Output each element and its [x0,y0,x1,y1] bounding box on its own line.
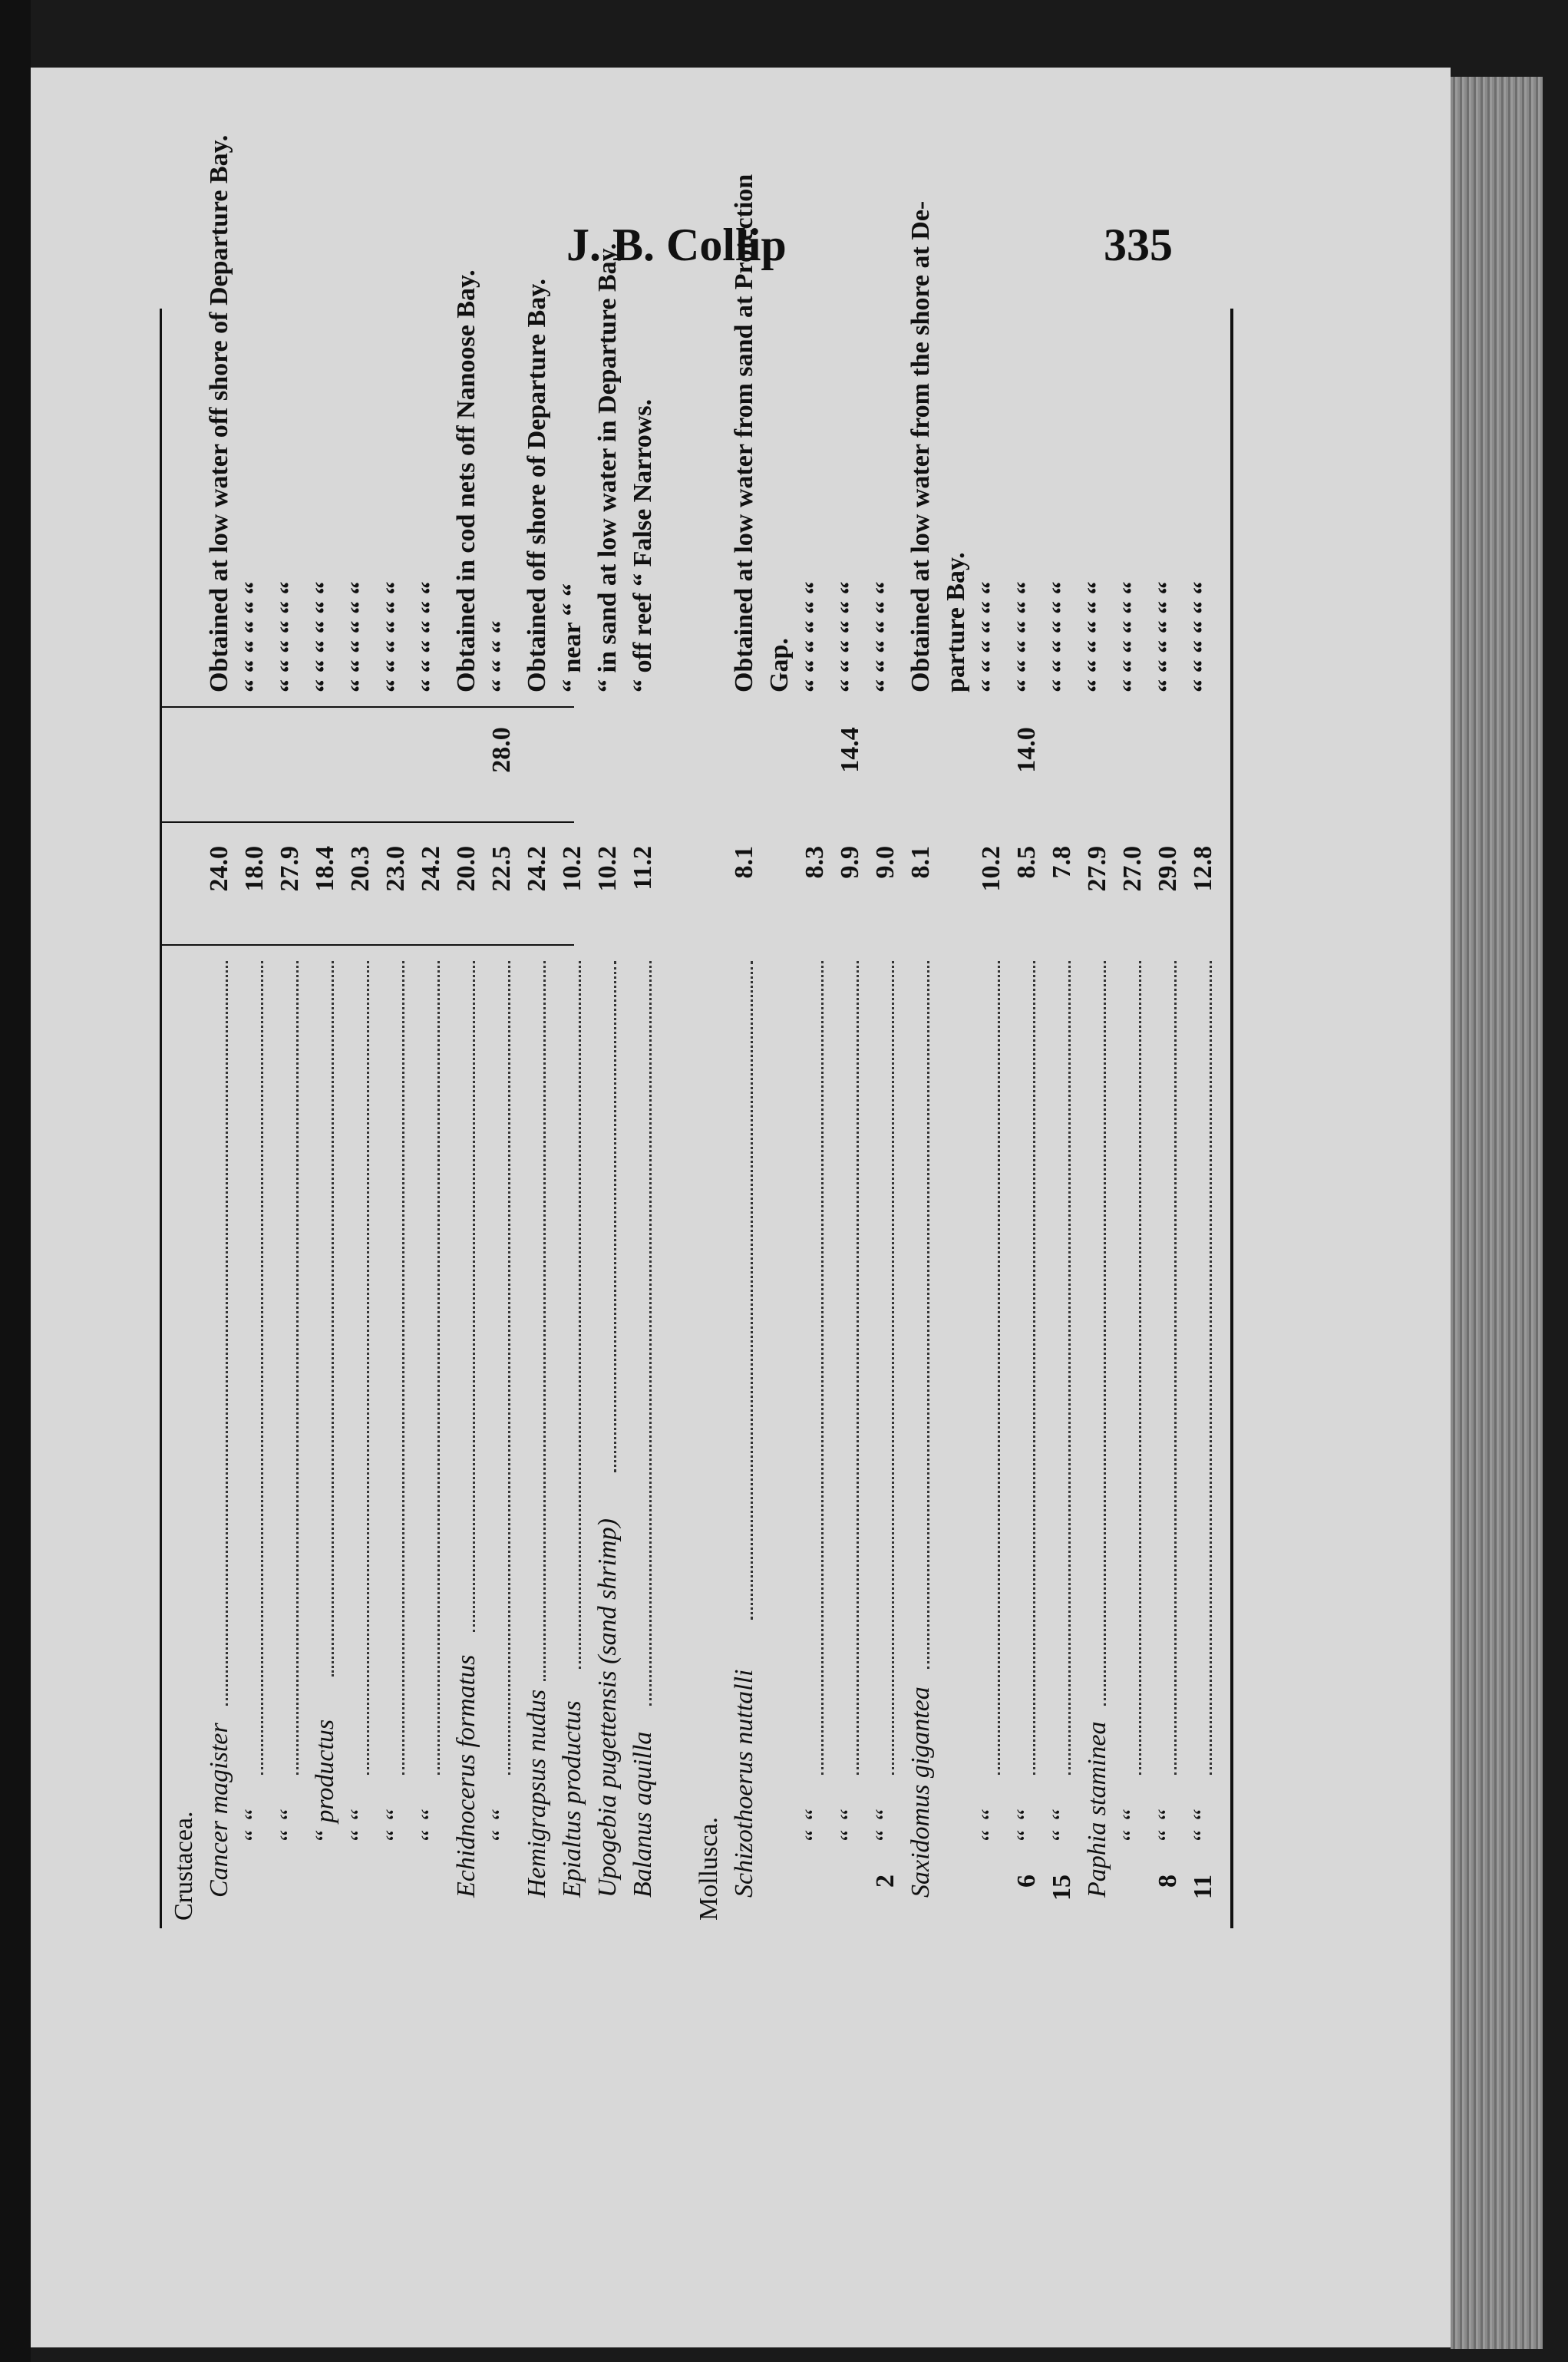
value-cell: 29.0 [1154,846,1182,892]
value-cell: 10.2 [593,846,622,892]
remark-cell: Obtained at low water off shore of Departure Bay. [205,134,233,692]
leader-dots [1104,961,1106,1706]
remark-cell: “ in sand at low water in Departure Bay. [593,243,622,692]
species-name: “ “ [346,1808,375,1844]
species-name: “ “ [240,1808,269,1844]
page-edge [1451,77,1543,2349]
species-name: “ “ [801,1808,829,1844]
leader-dots [437,961,440,1775]
species-name: “ “ [487,1808,516,1844]
remark-cell: “ “ “ “ “ “ [871,581,900,692]
column-rule-1 [160,944,574,946]
leader-dots [1033,961,1035,1775]
leader-dots [261,961,263,1775]
remark-cell: “ off reef “ False Narrows. [629,398,657,692]
page-number: 335 [1104,220,1173,270]
leader-dots [1174,961,1177,1775]
leader-dots [579,961,581,1669]
value-cell: 8.3 [801,846,829,879]
species-name: Cancer magister [205,1723,233,1898]
value-cell: 9.0 [871,846,900,879]
species-name: “ “ [836,1808,864,1844]
species-name: “ “ [871,1808,900,1844]
value-cell: 24.0 [205,846,233,892]
species-name: Hemigrapsus nudus [523,1689,551,1898]
remark-cell: “ “ “ “ “ “ [1048,581,1076,692]
remark-cell: “ “ “ “ “ “ [346,581,375,692]
species-name: Saxidomus gigantea [906,1686,935,1898]
value-cell: 18.0 [240,846,269,892]
leader-dots [927,961,929,1669]
remark-cell: “ “ “ “ [487,620,516,692]
leader-dots [332,961,334,1677]
remark-cell: “ “ “ “ “ “ [836,581,864,692]
remark-cell: “ “ “ “ “ “ [1118,581,1147,692]
species-name: Paphia staminea [1083,1721,1111,1898]
species-name: “ “ [1048,1808,1076,1844]
value-cell: 10.2 [558,846,586,892]
remark-cell: Obtained off shore of Departure Bay. [523,279,551,692]
value-cell: 7.8 [1048,846,1076,879]
remark-cell: “ “ “ “ “ “ [417,581,445,692]
value-cell: 22.5 [487,846,516,892]
table-top-rule [160,309,162,1928]
value-cell: 27.9 [1083,846,1111,892]
remark-cell: “ “ “ “ “ “ [801,581,829,692]
value-cell: 23.0 [381,846,410,892]
column-rule-2 [160,821,574,823]
remark-cell: “ “ “ “ “ “ [1189,581,1217,692]
remark-cell: “ “ “ “ “ “ [381,581,410,692]
remark-cell: parture Bay. [942,552,970,692]
average-cell: 14.4 [836,727,864,773]
remark-cell: “ near “ “ [558,583,586,692]
value-cell: 27.0 [1118,846,1147,892]
value-cell: 20.0 [452,846,480,892]
value-cell: 10.2 [977,846,1005,892]
remark-cell: “ “ “ “ “ “ [1083,581,1111,692]
remark-cell: “ “ “ “ “ “ [1154,581,1182,692]
species-name: “ “ [1154,1808,1182,1844]
species-name: “ “ [417,1808,445,1844]
row-number: 8 [1154,1875,1182,1888]
species-name: “ “ [381,1808,410,1844]
leader-dots [367,961,369,1775]
species-name: Upogebia pugettensis (sand shrimp) [593,1518,622,1898]
leader-dots [402,961,404,1775]
remark-cell: “ “ “ “ “ “ [1012,581,1041,692]
leader-dots [998,961,1000,1775]
remark-cell: “ “ “ “ “ “ [977,581,1005,692]
remark-cell: Gap. [765,638,794,692]
leader-dots [892,961,894,1775]
species-name: “ “ [977,1808,1005,1844]
leader-dots [473,961,475,1632]
leader-dots [821,961,824,1775]
average-cell: 14.0 [1012,727,1041,773]
leader-dots [751,961,753,1620]
scan-left-border [0,0,31,2362]
leader-dots [857,961,859,1775]
running-head-author: J. B. Collip [566,220,787,270]
species-name: “ “ [1118,1808,1147,1844]
value-cell: 24.2 [417,846,445,892]
remark-cell: “ “ “ “ “ “ [276,581,304,692]
leader-dots [226,961,228,1706]
remark-cell: “ “ “ “ “ “ [311,581,339,692]
value-cell: 12.8 [1189,846,1217,892]
leader-dots [614,961,616,1472]
leader-dots [1139,961,1141,1775]
value-cell: 24.2 [523,846,551,892]
remark-cell: Obtained in cod nets off Nanoose Bay. [452,269,480,692]
row-number: 15 [1048,1875,1076,1901]
remark-cell: Obtained at low water from sand at Protection [730,173,758,692]
leader-dots [649,961,652,1706]
value-cell: 8.5 [1012,846,1041,879]
leader-dots [508,961,510,1775]
section-title: Mollusca. [695,1816,723,1921]
average-cell: 28.0 [487,727,516,773]
remark-cell: Obtained at low water from the shore at De- [906,200,935,692]
value-cell: 27.9 [276,846,304,892]
value-cell: 11.2 [629,846,657,890]
row-number: 2 [871,1875,900,1888]
leader-dots [1210,961,1212,1775]
species-name: Schizothoerus nuttalli [730,1669,758,1898]
table-bottom-rule [1230,309,1233,1928]
species-name: Balanus aquilla [629,1731,657,1898]
row-number: 11 [1189,1875,1217,1900]
value-cell: 9.9 [836,846,864,879]
species-name: “ “ [276,1808,304,1844]
species-name: Echidnocerus formatus [452,1654,480,1898]
section-title: Crustacea. [170,1811,198,1921]
leader-dots [543,961,546,1681]
leader-dots [1068,961,1071,1775]
remark-cell: “ “ “ “ “ “ [240,581,269,692]
species-name: Epialtus productus [558,1700,586,1898]
leader-dots [296,961,299,1775]
value-cell: 8.1 [906,846,935,879]
species-name: “ “ [1012,1808,1041,1844]
value-cell: 20.3 [346,846,375,892]
row-number: 6 [1012,1875,1041,1888]
value-cell: 18.4 [311,846,339,892]
value-cell: 8.1 [730,846,758,879]
species-name: “ productus [311,1719,339,1844]
species-name: “ “ [1189,1808,1217,1844]
